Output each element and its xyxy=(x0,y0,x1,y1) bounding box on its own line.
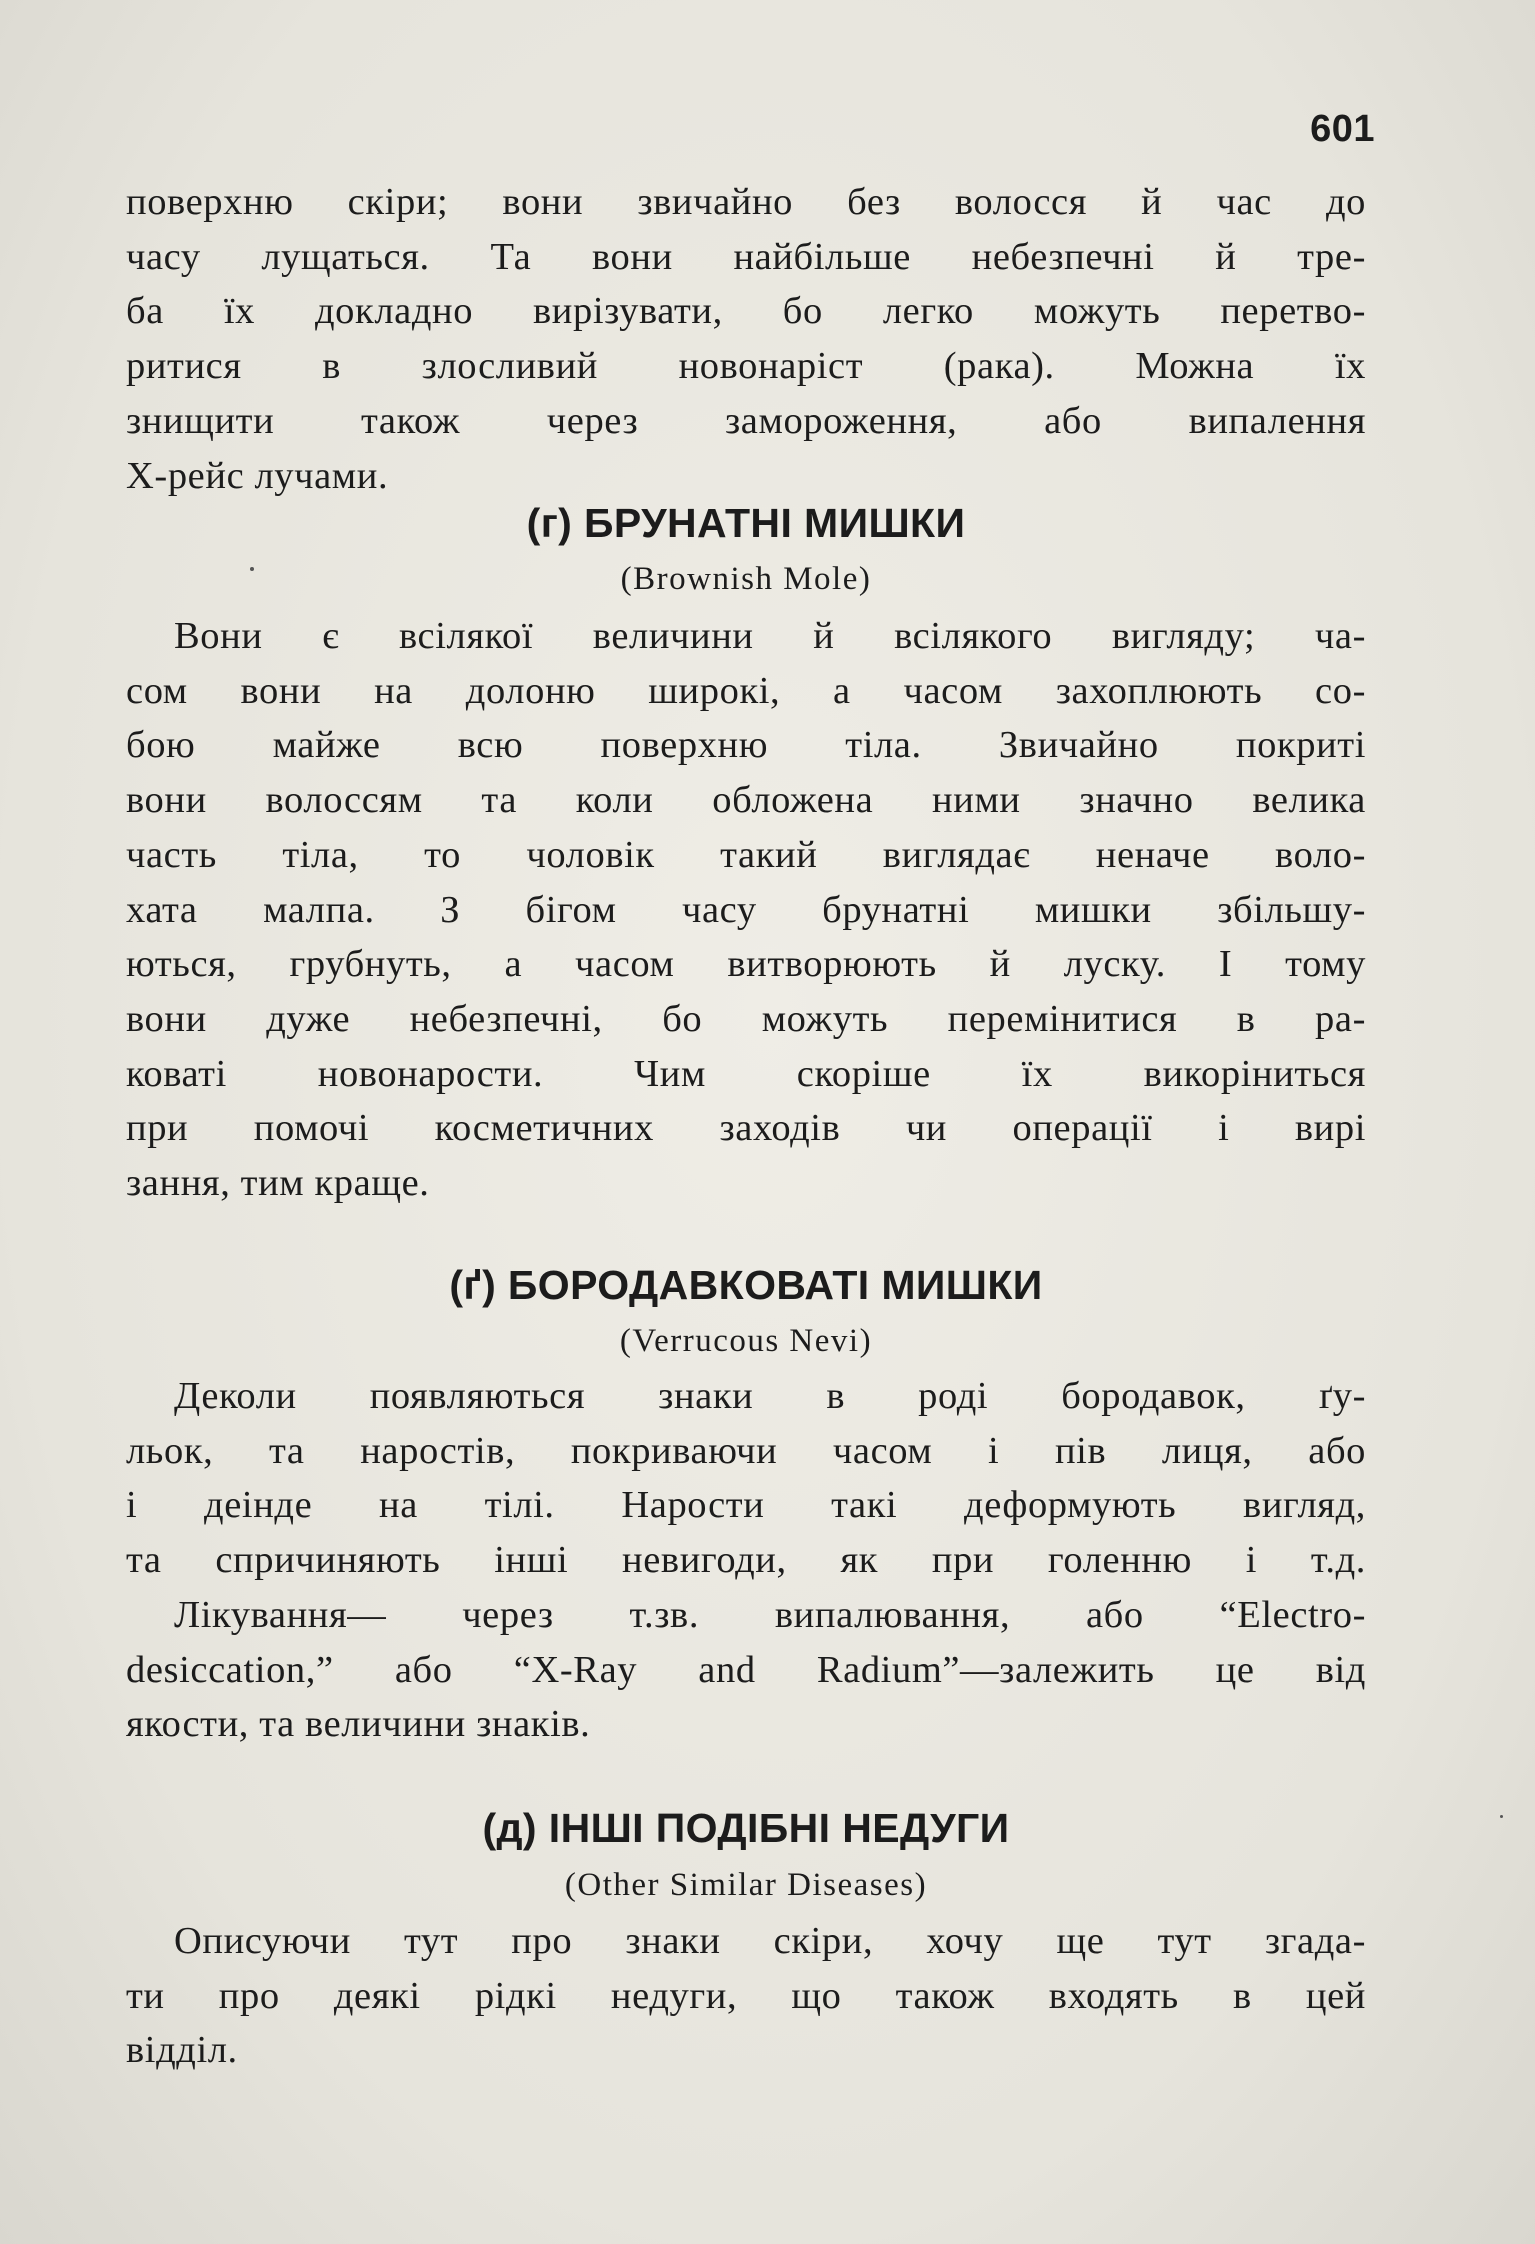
text-line: вони волоссям та коли обложена ними значно велика xyxy=(126,779,1366,822)
text-line: Х-рейс лучами. xyxy=(126,454,389,497)
text-line: ритися в злосливий новонаріст (рака). Можна їх xyxy=(126,345,1366,388)
text-line: бою майже всю поверхню тіла. Звичайно покриті xyxy=(126,724,1366,767)
paper-speck xyxy=(1500,1815,1503,1818)
text-line: часть тіла, то чоловік такий виглядає неначе воло- xyxy=(126,833,1366,876)
text-line: знищити також через замороження, або випалення xyxy=(126,399,1366,442)
text-line: хата малпа. З бігом часу брунатні мишки збільшу- xyxy=(126,888,1366,931)
text-line: та спричиняють інші невигоди, як при голенню і т.д. xyxy=(126,1539,1366,1582)
text-line: Деколи появляються знаки в роді бородавок, ґу- xyxy=(174,1375,1366,1417)
text-line: відділ. xyxy=(126,2029,238,2072)
text-line: сом вони на долоню широкі, а часом захоплюють со- xyxy=(126,669,1366,712)
section-subheading-brownish-mole: (Brownish Mole) xyxy=(620,561,872,597)
text-line: при помочі косметичних заходів чи операції і вирі xyxy=(126,1107,1366,1150)
text-line: Вони є всілякої величини й всілякого вигляду; ча- xyxy=(174,615,1366,657)
page-number: 601 xyxy=(1310,108,1375,150)
text-line: ба їх докладно вирізувати, бо легко можуть перетво- xyxy=(126,290,1366,333)
text-line: ються, грубнуть, а часом витворюють й луску. І тому xyxy=(126,943,1366,986)
section-subheading-verrucous-nevi: (Verrucous Nevi) xyxy=(619,1323,873,1359)
text-line: зання, тим краще. xyxy=(126,1162,430,1205)
text-line: і деінде на тілі. Нарости такі деформують вигляд, xyxy=(126,1484,1366,1527)
section-heading-verrucous-nevi: (ґ) БОРОДАВКОВАТІ МИШКИ xyxy=(449,1262,1043,1308)
text-line: льок, та наростів, покриваючи часом і пів лиця, або xyxy=(126,1429,1366,1472)
text-line: часу лущаться. Та вони найбільше небезпечні й тре- xyxy=(126,235,1366,278)
text-line: Лікування— через т.зв. випалювання, або “Electro- xyxy=(174,1593,1366,1636)
section-heading-other-diseases: (д) ІНШІ ПОДІБНІ НЕДУГИ xyxy=(482,1805,1010,1851)
paragraph-brownish-mole xyxy=(126,609,1366,1211)
section-heading-brownish-mole: (г) БРУНАТНІ МИШКИ xyxy=(526,500,966,546)
paragraph-verrucous-nevi xyxy=(126,1369,1366,1752)
text-line: коваті новонарости. Чим скоріше їх викоріниться xyxy=(126,1052,1366,1095)
section-subheading-other-diseases: (Other Similar Diseases) xyxy=(564,1867,928,1903)
text-line: вони дуже небезпечні, бо можуть перемінитися в ра- xyxy=(126,997,1366,1040)
paragraph-other-diseases xyxy=(126,1914,1366,2078)
text-line: поверхню скіри; вони звичайно без волосся й час до xyxy=(126,181,1366,223)
paragraph-continuation xyxy=(126,175,1366,503)
text-line: якости, та величини знаків. xyxy=(126,1703,591,1746)
text-line: desiccation,” або “X-Ray and Radium”—залежить це від xyxy=(126,1648,1366,1691)
paper-speck xyxy=(250,567,254,571)
text-line: ти про деякі рідкі недуги, що також входять в цей xyxy=(126,1974,1366,2017)
text-line: Описуючи тут про знаки скіри, хочу ще тут згада- xyxy=(174,1920,1366,1962)
